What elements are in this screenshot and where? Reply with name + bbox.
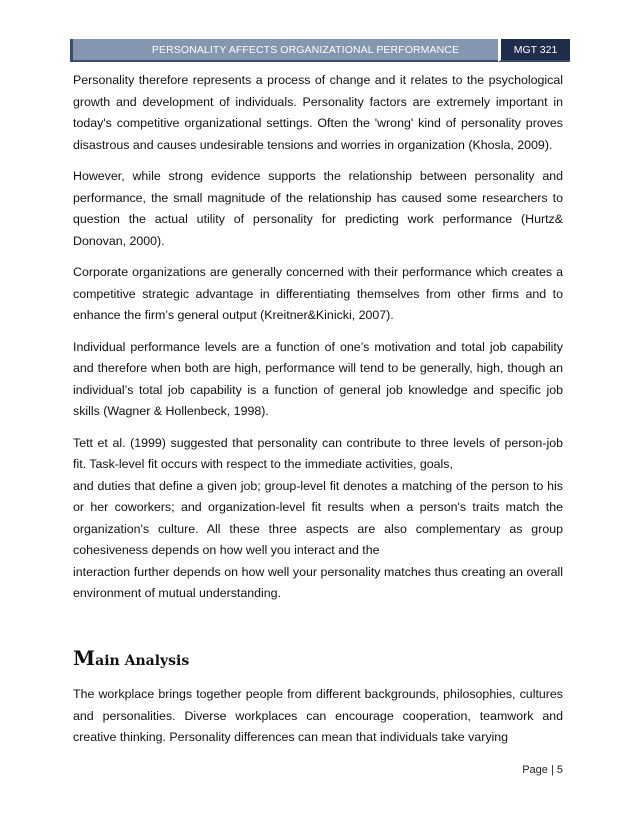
paragraph-corporate: Corporate organizations are generally concerned with their performance which creates a competitive strategic advantage in differentiating themselves from other firms and to enhance the firm’s general output (Kreitner&Kinicki, 2007). — [73, 265, 563, 322]
page-number: Page | 5 — [522, 764, 563, 776]
header-course-code: MGT 321 — [498, 39, 570, 62]
paragraph-workplace: The workplace brings together people from different backgrounds, philosophies, cultures and personalities. Diverse workplaces can encourage cooperation, teamwork and creative thinking. Personality differences can mean that individuals take varying — [73, 687, 563, 744]
body-text — [73, 70, 563, 605]
section-heading-main-analysis — [73, 646, 563, 670]
paragraph-individual-performance: Individual performance levels are a function of one’s motivation and total job capability and therefore when both are high, performance will tend to be generally, high, though an individual’s total job capability is a function of general job knowledge and specific job skills (Wagner & Hollenbeck, 1998). — [73, 339, 563, 418]
heading-rest: ain Analysis — [95, 653, 190, 669]
paragraph-tett-part1: Tett et al. (1999) suggested that personality can contribute to three levels of person-job fit. Task-level fit occurs with respect to the immediate activities, goals, — [73, 435, 563, 471]
paragraph-tett-part2: and duties that define a given job; group-level fit denotes a matching of the person to his or her coworkers; and organization-level fit results when a person's traits match the organization's culture. All these three aspects are also complementary as group cohesiveness depends on how well you interact and the — [73, 478, 563, 557]
paragraph-tett-part3: interaction further depends on how well your personality matches thus creating an overall environment of mutual understanding. — [73, 564, 563, 600]
running-header — [70, 39, 570, 62]
heading-initial: M — [73, 646, 96, 670]
paragraph-personality-change: Personality therefore represents a process of change and it relates to the psychological growth and development of individuals. Personality factors are extremely important in today's competitive organizational settings. Often the 'wrong' kind of personality proves disastrous and causes undesirable tensions and worries in organization (Khosla, 2009). — [73, 73, 563, 152]
paragraph-evidence: However, while strong evidence supports the relationship between personality and performance, the small magnitude of the relationship has caused some researchers to question the actual utility of personality for predicting work performance (Hurtz& Donovan, 2000). — [73, 169, 563, 248]
header-title: PERSONALITY AFFECTS ORGANIZATIONAL PERFORMANCE — [70, 39, 498, 62]
main-analysis-text — [73, 684, 563, 749]
